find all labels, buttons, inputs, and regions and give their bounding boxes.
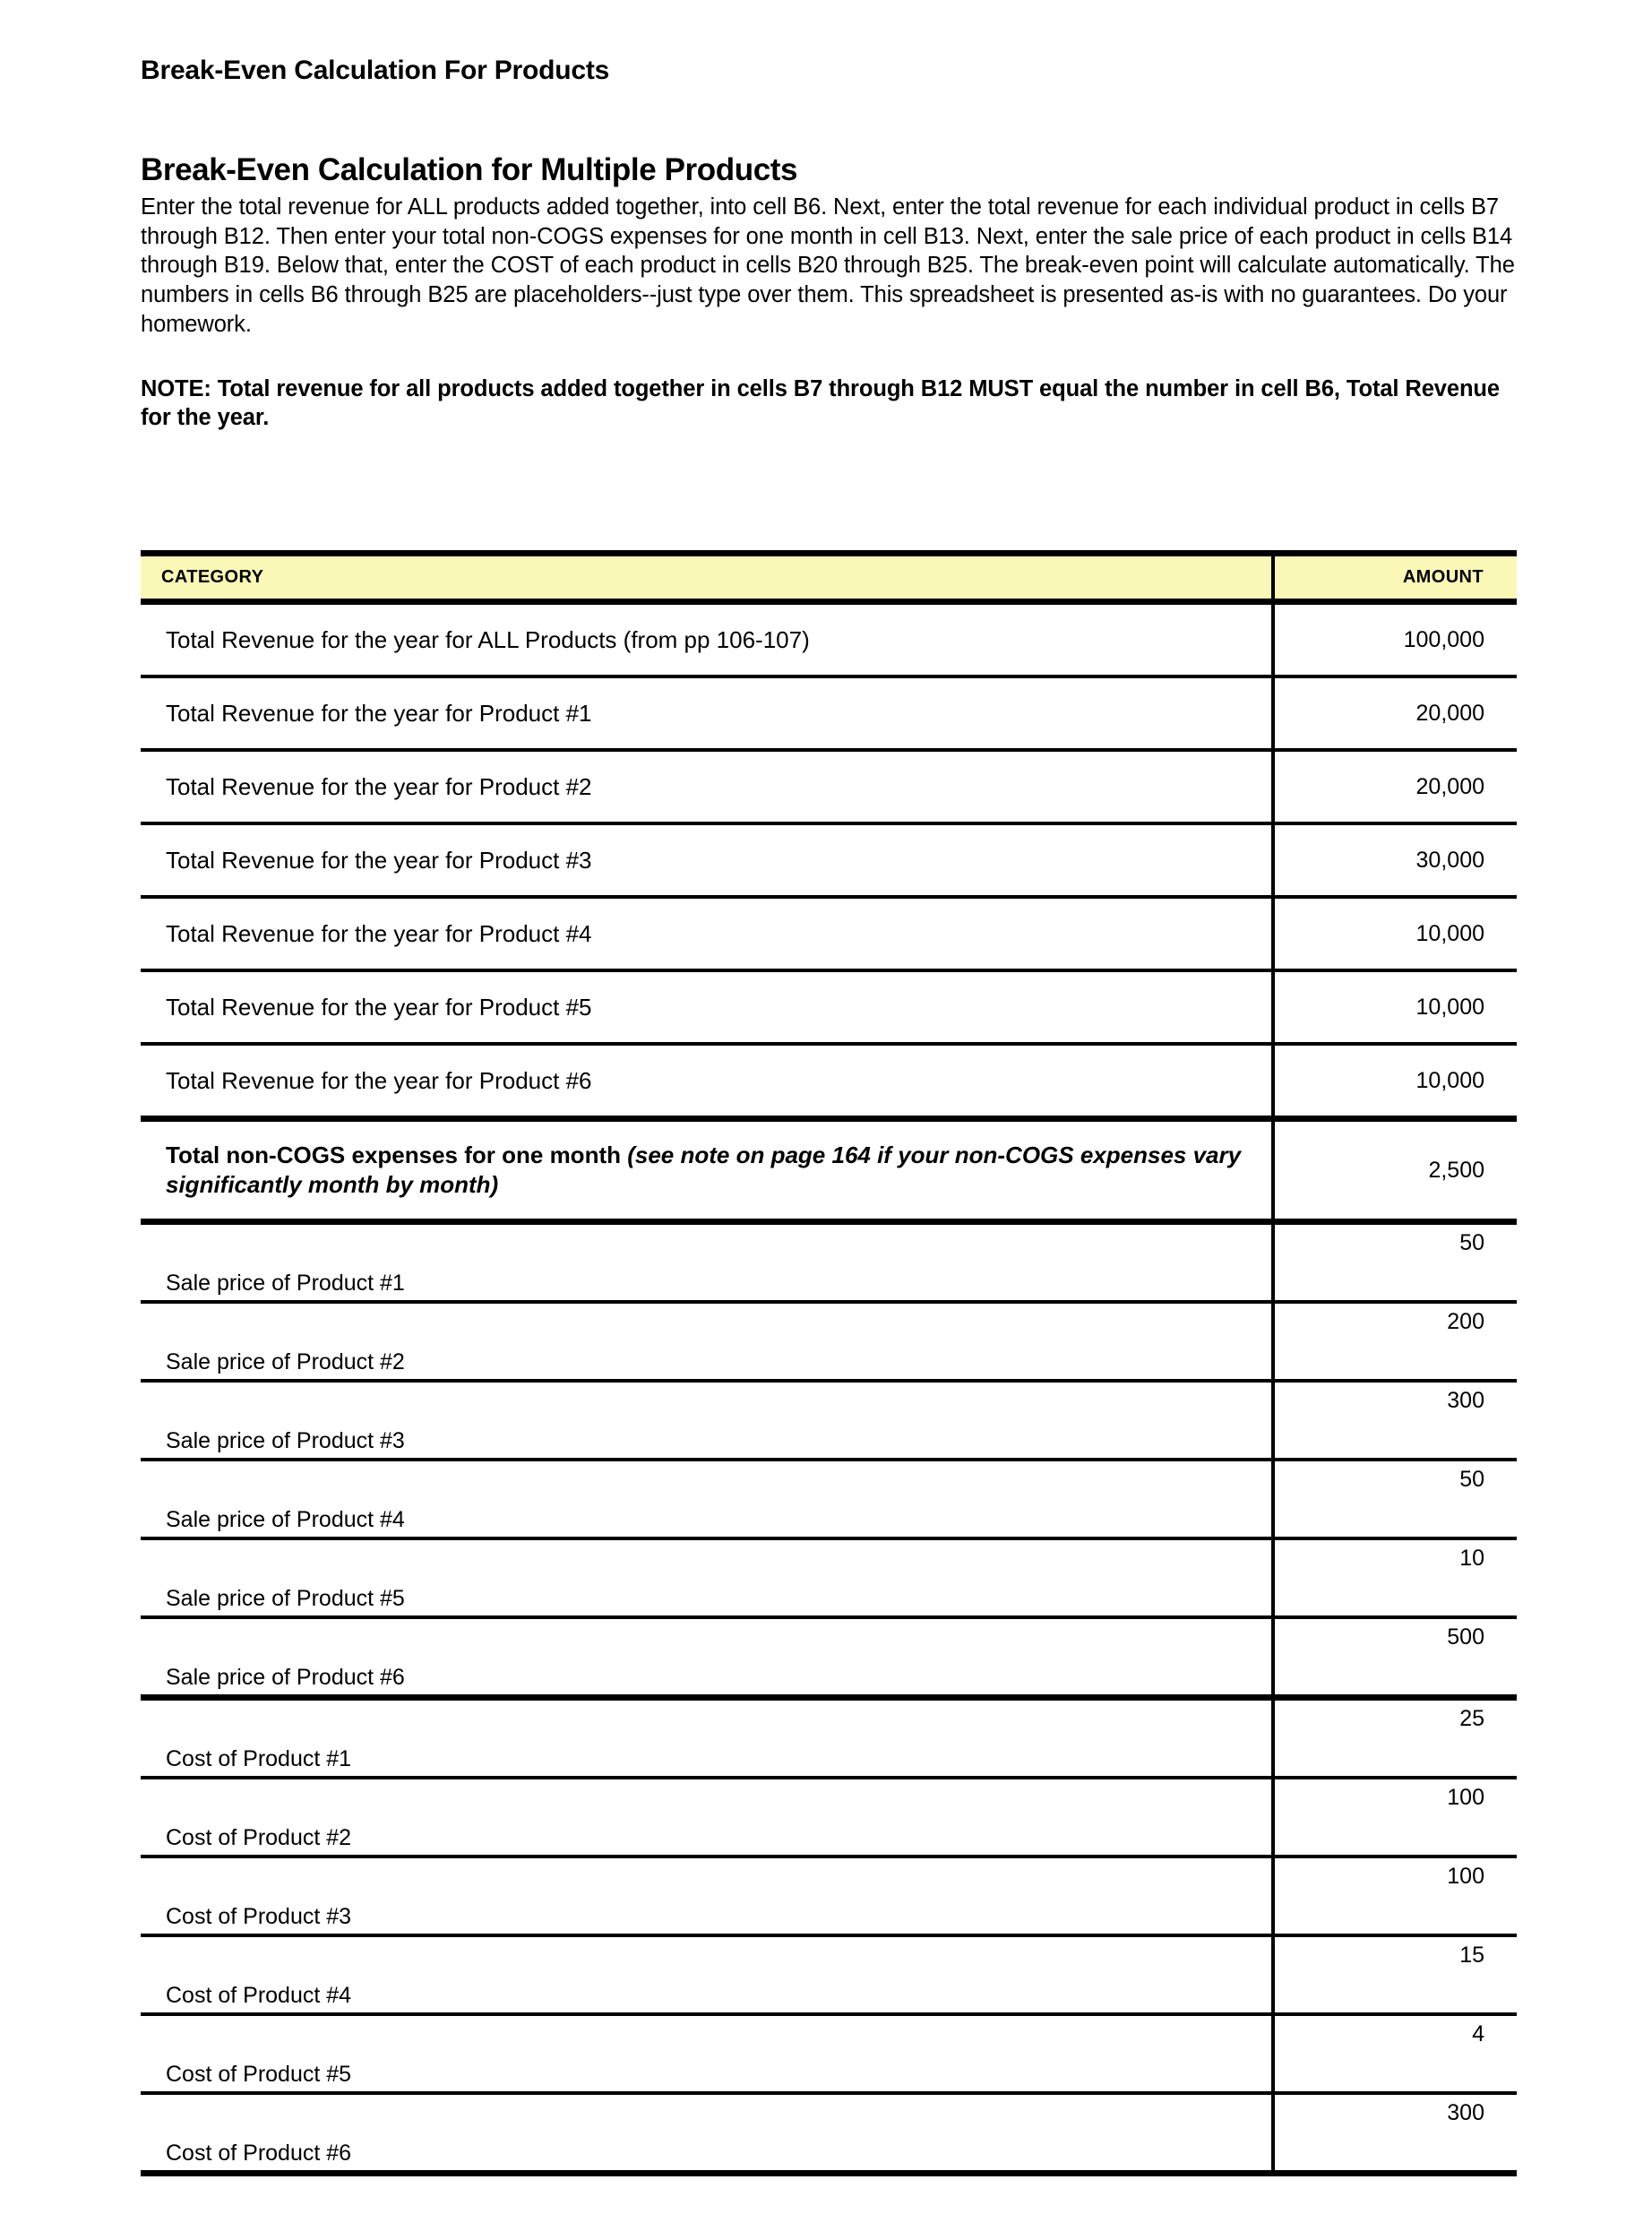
- revenue-amount-3: 30,000: [1273, 823, 1517, 897]
- cost-amount-0: 25: [1273, 1698, 1517, 1779]
- sale-price-amount-0: 50: [1273, 1222, 1517, 1303]
- sale-price-label-3: Sale price of Product #4: [141, 1460, 1273, 1538]
- document-header-title: Break-Even Calculation For Products: [141, 56, 610, 85]
- table-row: [141, 1222, 1517, 1303]
- table-row: [141, 970, 1517, 1044]
- sale-price-amount-5: 500: [1273, 1617, 1517, 1698]
- cost-amount-1: 100: [1273, 1778, 1517, 1857]
- row-amount-non-cogs: 2,500: [1273, 1119, 1517, 1222]
- table-row: [141, 897, 1517, 970]
- non-cogs-italic-text: (see note on page 164 if your non-COGS expenses vary significantly month by month): [166, 1141, 1242, 1198]
- section-title: Break-Even Calculation for Multiple Products: [141, 152, 798, 187]
- table-body: [141, 554, 1517, 2174]
- cost-label-5: Cost of Product #6: [141, 2093, 1273, 2174]
- revenue-label-0: Total Revenue for the year for ALL Products (from pp 106-107): [141, 602, 1273, 677]
- column-header-category: CATEGORY: [141, 554, 1273, 602]
- cost-amount-5: 300: [1273, 2093, 1517, 2174]
- revenue-amount-4: 10,000: [1273, 897, 1517, 970]
- table-row: [141, 1381, 1517, 1460]
- table-row: [141, 1538, 1517, 1617]
- sale-price-amount-1: 200: [1273, 1302, 1517, 1381]
- break-even-table: [141, 550, 1517, 2176]
- sale-price-amount-4: 10: [1273, 1538, 1517, 1617]
- table-row: [141, 2014, 1517, 2093]
- sale-price-amount-2: 300: [1273, 1381, 1517, 1460]
- table-row: [141, 1460, 1517, 1538]
- sale-price-label-5: Sale price of Product #6: [141, 1617, 1273, 1698]
- row-label-non-cogs: [141, 1119, 1273, 1222]
- cost-label-0: Cost of Product #1: [141, 1698, 1273, 1779]
- sale-price-amount-3: 50: [1273, 1460, 1517, 1538]
- cost-label-2: Cost of Product #3: [141, 1857, 1273, 1935]
- cost-label-4: Cost of Product #5: [141, 2014, 1273, 2093]
- cost-amount-4: 4: [1273, 2014, 1517, 2093]
- table-row: [141, 1044, 1517, 1119]
- cost-amount-3: 15: [1273, 1935, 1517, 2014]
- cost-label-1: Cost of Product #2: [141, 1778, 1273, 1857]
- revenue-amount-5: 10,000: [1273, 970, 1517, 1044]
- table-row: [141, 676, 1517, 750]
- revenue-label-2: Total Revenue for the year for Product #2: [141, 750, 1273, 823]
- table-header-row: [141, 554, 1517, 602]
- table-row-non-cogs: [141, 1119, 1517, 1222]
- revenue-amount-2: 20,000: [1273, 750, 1517, 823]
- column-header-amount: AMOUNT: [1273, 554, 1517, 602]
- sale-price-label-0: Sale price of Product #1: [141, 1222, 1273, 1303]
- table-row: [141, 750, 1517, 823]
- revenue-amount-6: 10,000: [1273, 1044, 1517, 1119]
- revenue-amount-1: 20,000: [1273, 676, 1517, 750]
- revenue-label-5: Total Revenue for the year for Product #5: [141, 970, 1273, 1044]
- table-row: [141, 1778, 1517, 1857]
- cost-label-3: Cost of Product #4: [141, 1935, 1273, 2014]
- table-row: [141, 1935, 1517, 2014]
- table-row: [141, 1698, 1517, 1779]
- revenue-label-4: Total Revenue for the year for Product #4: [141, 897, 1273, 970]
- sale-price-label-1: Sale price of Product #2: [141, 1302, 1273, 1381]
- note-paragraph: NOTE: Total revenue for all products added together in cells B7 through B12 MUST equal the number in cell B6, Total Revenue for the year.: [141, 375, 1500, 431]
- revenue-label-1: Total Revenue for the year for Product #1: [141, 676, 1273, 750]
- revenue-amount-0: 100,000: [1273, 602, 1517, 677]
- table-row: [141, 602, 1517, 677]
- sale-price-label-4: Sale price of Product #5: [141, 1538, 1273, 1617]
- sale-price-label-2: Sale price of Product #3: [141, 1381, 1273, 1460]
- table-row: [141, 2093, 1517, 2174]
- intro-paragraph: Enter the total revenue for ALL products added together, into cell B6. Next, enter the total revenue for each individual product in cells B7 through B12. Then enter your total non-COGS expenses for one month in cell B13. Next, enter the sale price of each product in cells B14 through B19. Below that, enter the COST of each product in cells B20 through B25. The break-even point will calculate automatically. The numbers in cells B6 through B25 are placeholders--just type over them. This spreadsheet is presented as-is with no guarantees. Do your homework.: [141, 194, 1515, 337]
- revenue-label-3: Total Revenue for the year for Product #3: [141, 823, 1273, 897]
- non-cogs-bold-text: Total non-COGS expenses for one month: [166, 1141, 628, 1168]
- table-row: [141, 823, 1517, 897]
- table-row: [141, 1302, 1517, 1381]
- document-intro-block: [141, 154, 1516, 433]
- table-row: [141, 1857, 1517, 1935]
- revenue-label-6: Total Revenue for the year for Product #6: [141, 1044, 1273, 1119]
- table-row: [141, 1617, 1517, 1698]
- cost-amount-2: 100: [1273, 1857, 1517, 1935]
